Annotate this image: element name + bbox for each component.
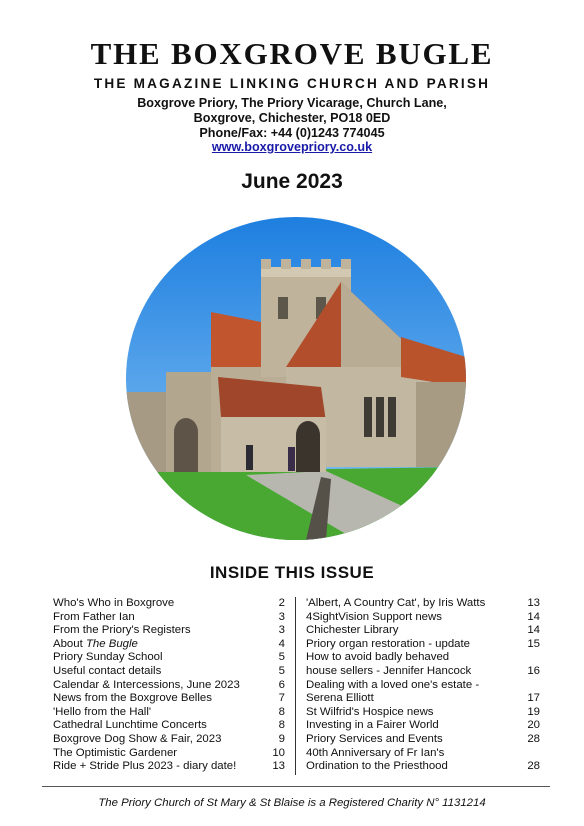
- contents-item-page: 13: [527, 597, 540, 609]
- website-link[interactable]: www.boxgrovepriory.co.uk: [211, 140, 373, 154]
- contents-item: [53, 760, 285, 774]
- contents-item-title: 4SightVision Support news: [306, 610, 442, 623]
- address-line-1: Boxgrove Priory, The Priory Vicarage, Church Lane,: [137, 96, 447, 110]
- contents-item-page: 3: [278, 624, 285, 637]
- contents-item: [53, 733, 285, 747]
- contents-item-title: Priory Sunday School: [53, 651, 163, 664]
- contents-item-page: 8: [278, 705, 285, 718]
- contents-item-page: 15: [527, 637, 540, 650]
- contents-item-title: 'Hello from the Hall': [53, 705, 152, 718]
- contents-item: [306, 706, 540, 720]
- contents-item-title: How to avoid badly behaved: [306, 651, 450, 664]
- phone-fax: Phone/Fax: +44 (0)1243 774045: [199, 126, 385, 140]
- column-divider: [295, 597, 296, 775]
- address-line-2: Boxgrove, Chichester, PO18 0ED: [193, 111, 391, 125]
- contents-item-title: Ride + Stride Plus 2023 - diary date!: [53, 760, 237, 773]
- contents-item-title: The Optimistic Gardener: [53, 746, 178, 759]
- contents-right-column: [306, 597, 540, 774]
- contents-item-page: 7: [278, 692, 285, 705]
- contents-item: [306, 624, 540, 638]
- magazine-subtitle: THE MAGAZINE LINKING CHURCH AND PARISH: [93, 76, 491, 91]
- contents-item: [306, 597, 540, 611]
- magazine-title: THE BOXGROVE BUGLE: [90, 36, 494, 71]
- contents-item-title: From the Priory's Registers: [53, 624, 191, 637]
- contents-item: [53, 624, 285, 638]
- charity-footer: The Priory Church of St Mary & St Blaise is a Registered Charity N° 1131214: [98, 797, 486, 809]
- contents-item-title: 40th Anniversary of Fr Ian's: [306, 746, 445, 759]
- contents-item: [53, 692, 285, 706]
- contents-item-title: 'Albert, A Country Cat', by Iris Watts: [306, 597, 486, 609]
- contents-item-page: 19: [527, 705, 540, 718]
- contents-item-page: 14: [527, 624, 540, 637]
- contents-item: [306, 638, 540, 652]
- contents-item-title: house sellers - Jennifer Hancock: [306, 664, 472, 677]
- contents-item-title: Boxgrove Dog Show & Fair, 2023: [53, 732, 222, 745]
- contents-item-page: 10: [272, 746, 285, 759]
- contents-item: [53, 665, 285, 679]
- contents-item-page: 4: [278, 637, 285, 650]
- contents-item: [53, 747, 285, 761]
- contents-item-page: 16: [527, 664, 540, 677]
- contents-item-title: Who's Who in Boxgrove: [53, 597, 175, 609]
- contents-item: [53, 679, 285, 693]
- contents-item-page: 14: [527, 610, 540, 623]
- contents-item-page: 20: [527, 719, 540, 732]
- contents-item-title: Dealing with a loved one's estate -: [306, 678, 480, 691]
- contents-item-title: News from the Boxgrove Belles: [53, 692, 212, 705]
- contents-item-title: About The Bugle: [53, 637, 138, 650]
- contents-item: [306, 679, 540, 693]
- contents-item-page: 5: [278, 664, 285, 677]
- contents-item: [53, 719, 285, 733]
- contents-item: [306, 651, 540, 665]
- contents-item-page: 5: [278, 651, 285, 664]
- contents-item-page: 2: [278, 597, 285, 609]
- contents-item-title: St Wilfrid's Hospice news: [306, 705, 434, 718]
- contents-item-page: 8: [278, 719, 285, 732]
- contents-item: [53, 638, 285, 652]
- contents-item: [53, 597, 285, 611]
- contents-left-column: [53, 597, 285, 774]
- contents-item-page: 13: [272, 760, 285, 773]
- priory-church-photo: [126, 217, 466, 540]
- contents-item-page: 6: [278, 678, 285, 691]
- contents-heading: INSIDE THIS ISSUE: [209, 563, 375, 582]
- contents-item: [306, 665, 540, 679]
- contents-item-title: Serena Elliott: [306, 692, 374, 705]
- contents-item-title: Priory organ restoration - update: [306, 637, 470, 650]
- contents-item-title: Investing in a Fairer World: [306, 719, 439, 732]
- contents-item: [306, 733, 540, 747]
- contents-item-title: Calendar & Intercessions, June 2023: [53, 678, 240, 691]
- contents-item-page: 17: [527, 692, 540, 705]
- contents-item-title: Useful contact details: [53, 664, 162, 677]
- footer-rule: [42, 786, 550, 787]
- contents-item-title: From Father Ian: [53, 610, 135, 623]
- contents-item-page: 28: [527, 760, 540, 773]
- contents-item: [306, 611, 540, 625]
- contents-item-page: 3: [278, 610, 285, 623]
- contents-item: [306, 760, 540, 774]
- contents-item: [306, 719, 540, 733]
- contents-item-title: Priory Services and Events: [306, 732, 443, 745]
- issue-date: June 2023: [241, 170, 343, 193]
- contents-item-title: Chichester Library: [306, 624, 399, 637]
- contents-item-page: 9: [278, 732, 285, 745]
- contents-item-title: Ordination to the Priesthood: [306, 760, 448, 773]
- contents-item: [53, 651, 285, 665]
- contents-item: [306, 692, 540, 706]
- contents-item: [53, 706, 285, 720]
- contents-item-title: Cathedral Lunchtime Concerts: [53, 719, 207, 732]
- contents-item: [306, 747, 540, 761]
- contents-item-page: 28: [527, 732, 540, 745]
- contents-item: [53, 611, 285, 625]
